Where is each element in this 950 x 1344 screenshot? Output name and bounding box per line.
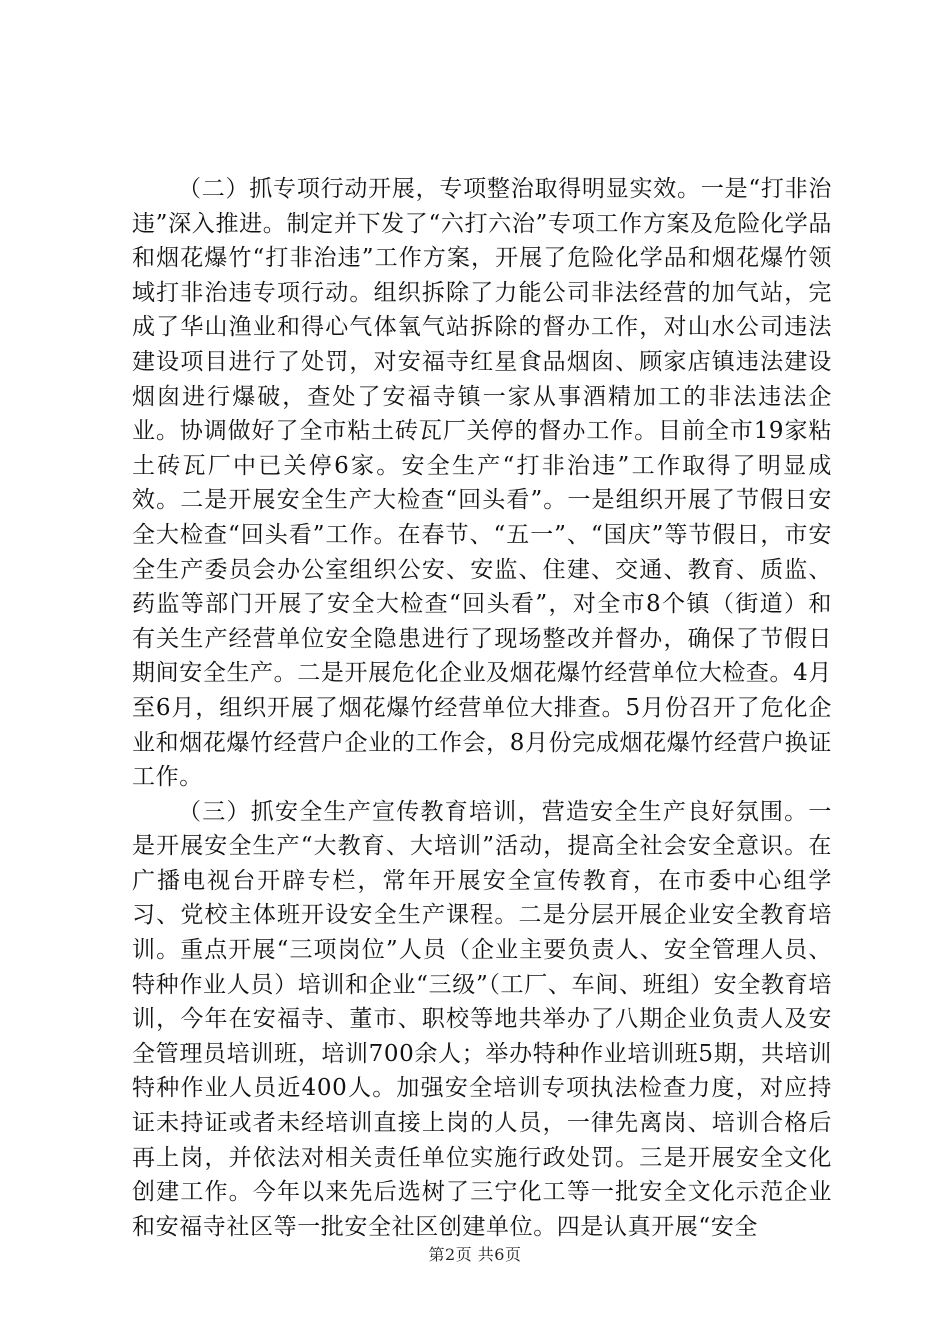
paragraph-section-3: （三）抓安全生产宣传教育培训，营造安全生产良好氛围。一是开展安全生产“大教育、大培训”活动，提高全社会安全意识。在广播电视台开辟专栏，常年开展安全宣传教育，在市委中心组学习、党校主体班开设安全生产课程。二是分层开展企业安全教育培训。重点开展“三项岗位”人员（企业主要负责人、安全管理人员、特种作业人员）培训和企业“三级”（工厂、车间、班组）安全教育培训，今年在安福寺、董市、职校等地共举办了八期企业负责人及安全管理员培训班，培训700余人；举办特种作业培训班5期，共培训特种作业人员近400人。加强安全培训专项执法检查力度，对应持证未持证或者未经培训直接上岗的人员，一律先离岗、培训合格后再上岗，并依法对相关责任单位实施行政处罚。三是开展安全文化创建工作。今年以来先后选树了三宁化工等一批安全文化示范企业和安福寺社区等一批安全社区创建单位。四是认真开展“安全	[132, 798, 832, 1240]
page-footer: 第2页 共6页	[428, 1245, 522, 1264]
document-body	[132, 172, 832, 1244]
paragraph-section-2: （二）抓专项行动开展，专项整治取得明显实效。一是“打非治违”深入推进。制定并下发了“六打六治”专项工作方案及危险化学品和烟花爆竹“打非治违”工作方案，开展了危险化学品和烟花爆竹领域打非治违专项行动。组织拆除了力能公司非法经营的加气站，完成了华山渔业和得心气体氧气站拆除的督办工作，对山水公司违法建设项目进行了处罚，对安福寺红星食品烟囱、顾家店镇违法建设烟囱进行爆破，查处了安福寺镇一家从事酒精加工的非法违法企业。协调做好了全市粘土砖瓦厂关停的督办工作。目前全市19家粘土砖瓦厂中已关停6家。安全生产“打非治违”工作取得了明显成效。二是开展安全生产大检查“回头看”。一是组织开展了节假日安全大检查“回头看”工作。在春节、“五一”、“国庆”等节假日，市安全生产委员会办公室组织公安、安监、住建、交通、教育、质监、药监等部门开展了安全大检查“回头看”，对全市8个镇（街道）和有关生产经营单位安全隐患进行了现场整改并督办，确保了节假日期间安全生产。二是开展危化企业及烟花爆竹经营单位大检查。4月至6月，组织开展了烟花爆竹经营单位大排查。5月份召开了危化企业和烟花爆竹经营户企业的工作会，8月份完成烟花爆竹经营户换证工作。	[132, 176, 832, 791]
